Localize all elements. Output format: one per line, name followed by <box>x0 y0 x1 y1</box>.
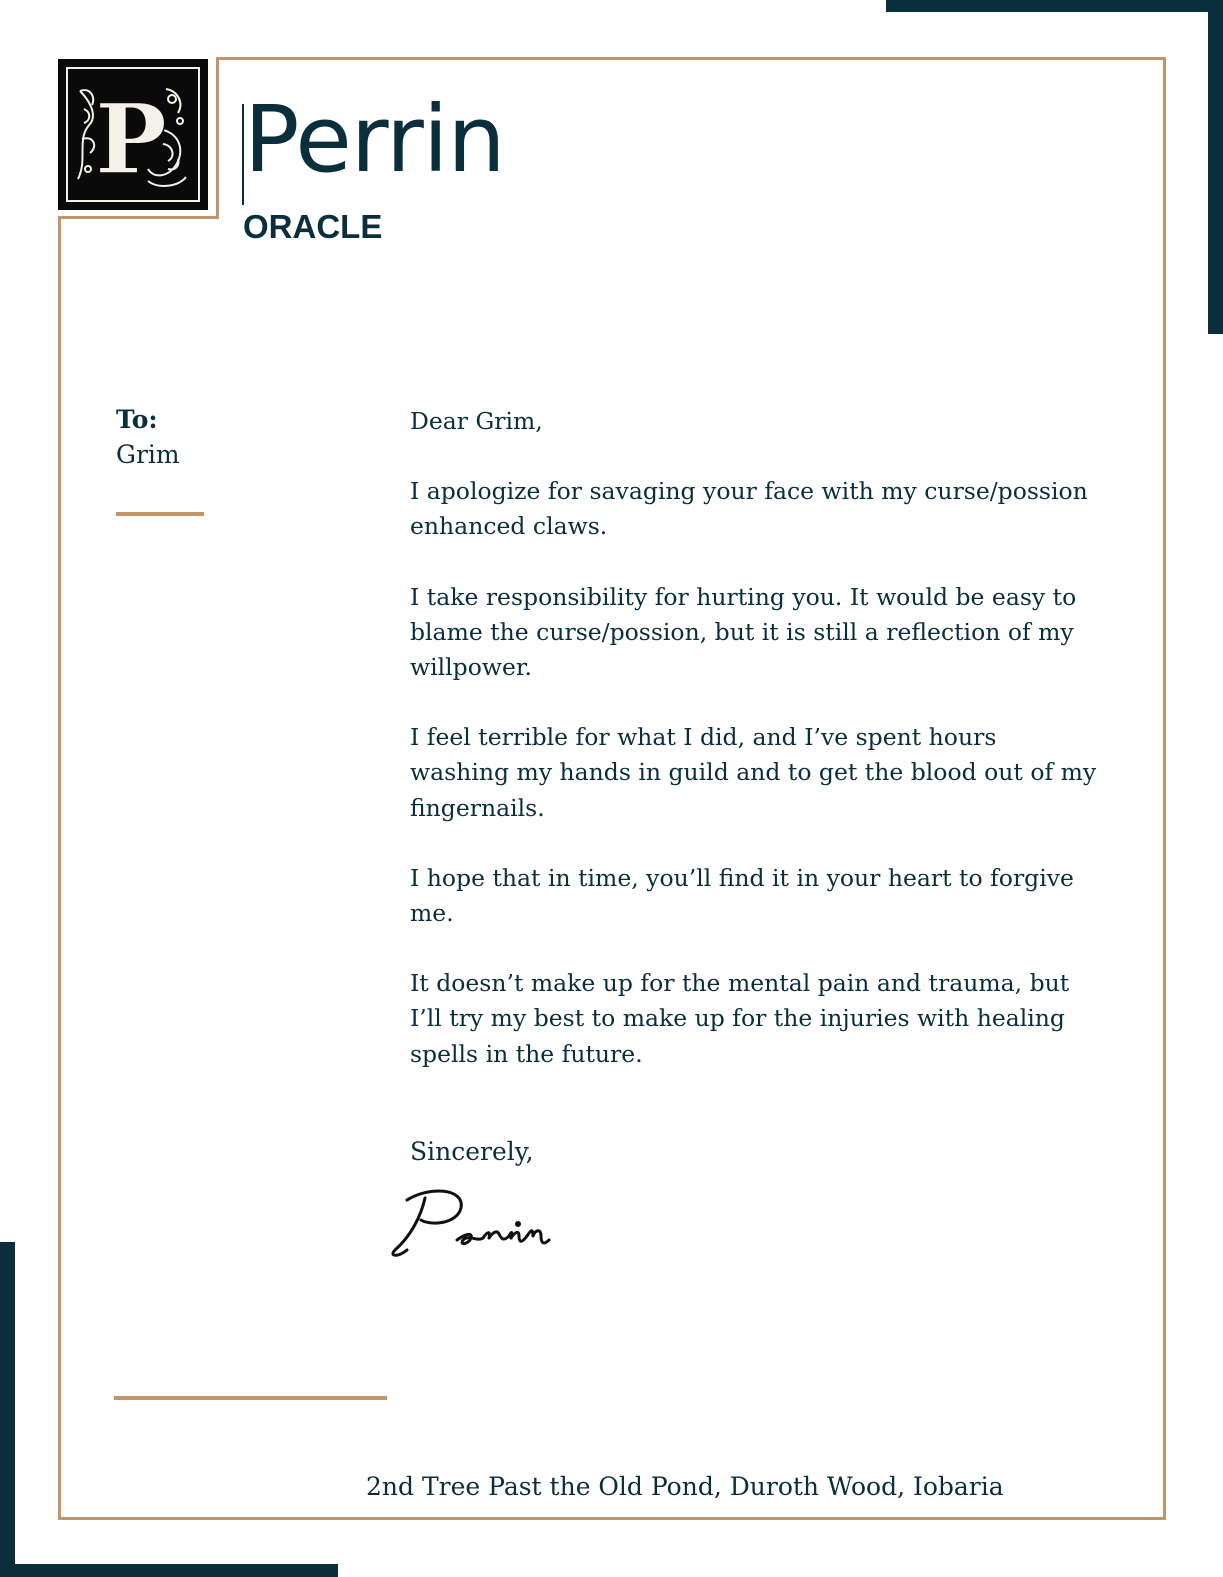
frame-border-right <box>1163 57 1166 1520</box>
svg-text:P: P <box>94 83 168 196</box>
frame-notch-horizontal <box>58 216 219 219</box>
monogram-frame <box>66 67 200 202</box>
brand-name: Perrin <box>244 86 505 193</box>
recipient-label: To: <box>116 405 158 434</box>
recipient-divider <box>116 512 204 516</box>
frame-notch-vertical <box>216 57 219 219</box>
handwritten-signature-icon <box>385 1176 565 1266</box>
letter-paragraph: I hope that in time, you’ll find it in your heart to forgive me. <box>410 863 1074 928</box>
salutation: Dear Grim, <box>410 407 543 435</box>
corner-accent-bottom-vertical <box>0 1242 15 1577</box>
frame-border-left <box>58 216 61 1520</box>
letter-paragraph: I apologize for savaging your face with my curse/possion enhanced claws. <box>410 477 1088 541</box>
letter-paragraph: It doesn’t make up for the mental pain and trauma, but I’ll try my best to make up for the injuries with healing spells in the future. <box>410 969 1070 1068</box>
corner-accent-top-vertical <box>1208 0 1223 334</box>
monogram-logo <box>58 59 208 210</box>
letter-paragraph: I take responsibility for hurting you. It would be easy to blame the curse/possion, but it is still a reflection of my willpower. <box>410 582 1077 682</box>
corner-accent-bottom-horizontal <box>0 1564 338 1577</box>
footer-divider <box>114 1396 387 1400</box>
frame-border-bottom <box>58 1517 1166 1520</box>
corner-accent-top-horizontal <box>886 0 1223 12</box>
frame-border-top <box>216 57 1166 60</box>
brand-title: ORACLE <box>243 208 383 245</box>
signature <box>385 1176 565 1266</box>
closing: Sincerely, <box>410 1137 534 1166</box>
letter-body <box>410 404 1100 1107</box>
letter-paragraph: I feel terrible for what I did, and I’ve spent hours washing my hands in guild and to get the blood out of my fingernails. <box>410 723 1097 822</box>
ornamental-monogram-icon <box>68 69 198 200</box>
footer-address: 2nd Tree Past the Old Pond, Duroth Wood, Iobaria <box>366 1472 1004 1501</box>
recipient-name: Grim <box>116 440 180 469</box>
